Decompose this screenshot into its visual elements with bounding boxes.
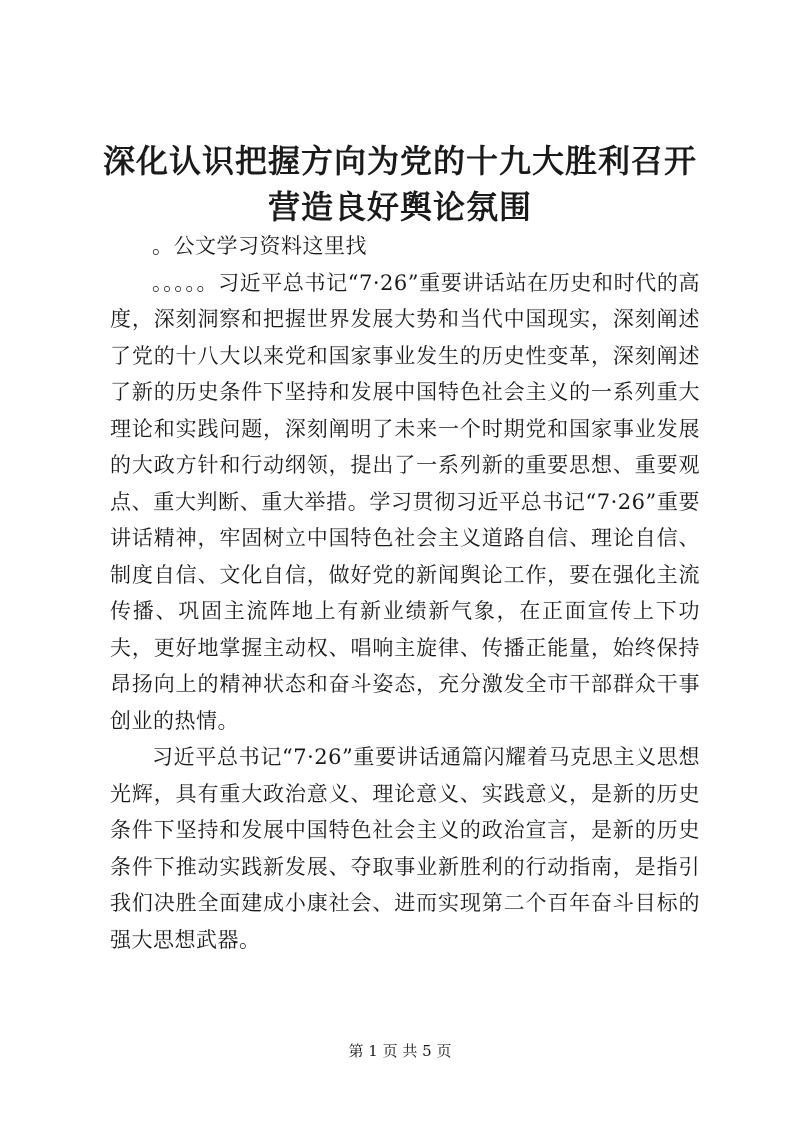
page-footer: 第 1 页 共 5 页 [348,1042,452,1060]
paragraph-source-note: 。公文学习资料这里找 [152,234,367,258]
paragraph-speech-summary: 。。。。。习近平总书记“7·26”重要讲话站在历史和时代的高度，深刻洞察和把握世界发展大势和当代中国现实，深刻阐述了党的十八大以来党和国家事业发生的历史性变革，深刻阐述了新的历史条件下坚持和发展中国特色社会主义的一系列重大理论和实践问题，深刻阐明了未来一个时期党和国家事业发展的大政方针和行动纲领，提出了一系列新的重要思想、重要观点、重大判断、重大举措。学习贯彻习近平总书记“7·26”重要讲话精神，牢固树立中国特色社会主义道路自信、理论自信、制度自信、文化自信，做好党的新闻舆论工作，要在强化主流传播、巩固主流阵地上有新业绩新气象，在正面宣传上下功夫，更好地掌握主动权、唱响主旋律、传播正能量，始终保持昂扬向上的精神状态和奋斗姿态，充分激发全市干部群众干事创业的热情。 [110,270,700,733]
document-title: 深化认识把握方向为党的十九大胜利召开营造良好舆论氛围 [102,142,697,226]
paragraph-speech-significance: 习近平总书记“7·26”重要讲话通篇闪耀着马克思主义思想光辉，具有重大政治意义、理论意义、实践意义，是新的历史条件下坚持和发展中国特色社会主义的政治宣言，是新的历史条件下推动实践新发展、夺取事业新胜利的行动指南，是指引我们决胜全面建成小康社会、进而实现第二个百年奋斗目标的强大思想武器。 [110,745,700,952]
document-body [110,228,700,958]
